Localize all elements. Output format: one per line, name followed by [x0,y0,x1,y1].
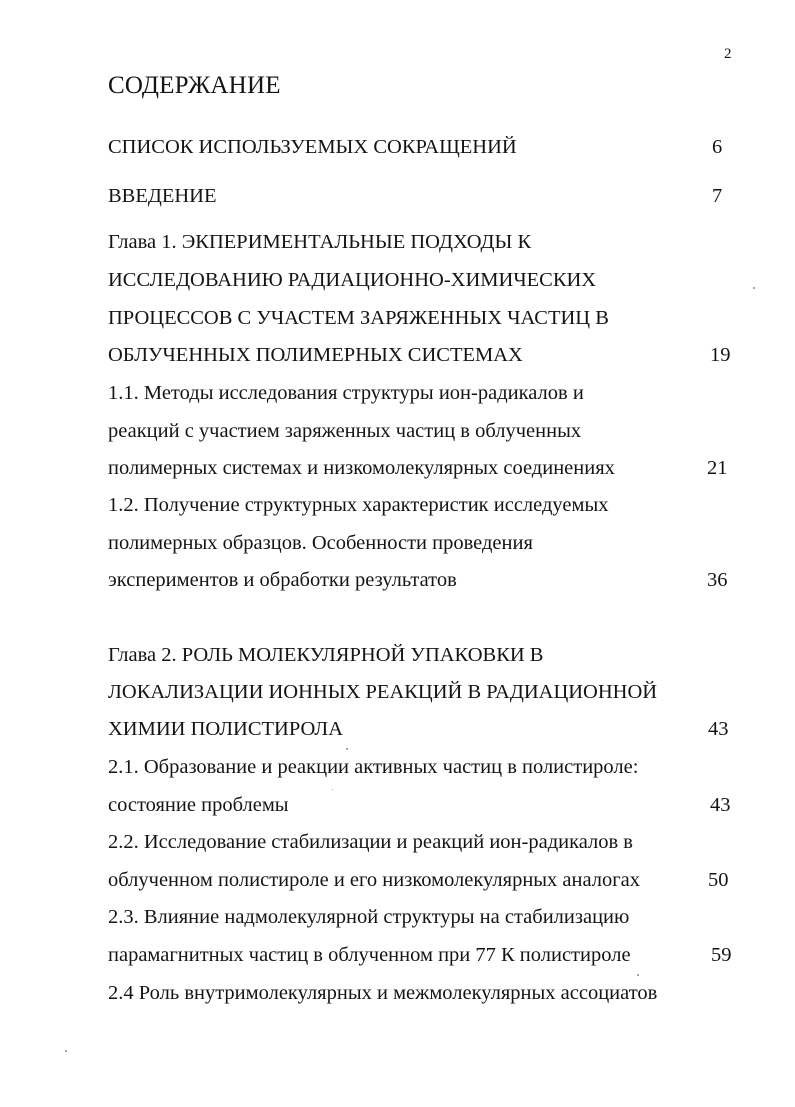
toc-s1-2-line: экспериментов и обработки результатов [108,569,457,591]
toc-ch2-line: ХИМИИ ПОЛИСТИРОЛА [108,718,344,740]
toc-ch2-line: ЛОКАЛИЗАЦИИ ИОННЫХ РЕАКЦИЙ В РАДИАЦИОННОЙ [108,681,658,703]
toc-s2-3-line: парамагнитных частиц в облученном при 77 К полистироле [108,944,631,966]
scan-speck [332,789,333,790]
toc-s2-1-line: 2.1. Образование и реакции активных частиц в полистироле: [108,756,639,778]
page-number: 2 [724,46,732,62]
scan-speck [65,1050,67,1052]
toc-abbrev-line: СПИСОК ИСПОЛЬЗУЕМЫХ СОКРАЩЕНИЙ [108,136,517,158]
toc-s1-1-line: полимерных системах и низкомолекулярных соединениях [108,457,615,479]
toc-s2-2-line: 2.2. Исследование стабилизации и реакций ион-радикалов в [108,831,633,853]
toc-ch1-line: ИССЛЕДОВАНИЮ РАДИАЦИОННО-ХИМИЧЕСКИХ [108,269,597,291]
toc-s1-1-page: 21 [707,457,728,479]
toc-s2-1-line: состояние проблемы [108,794,289,816]
toc-s2-4-line: 2.4 Роль внутримолекулярных и межмолекулярных ассоциатов [108,982,658,1004]
toc-s1-1-line: реакций с участием заряженных частиц в облученных [108,420,582,442]
toc-s1-2-line: 1.2. Получение структурных характеристик исследуемых [108,494,609,516]
toc-s2-2-line: облученном полистироле и его низкомолекулярных аналогах [108,869,641,891]
toc-s2-1-page: 43 [710,794,731,816]
toc-s2-2-page: 50 [708,869,729,891]
toc-intro-line: ВВЕДЕНИЕ [108,185,217,207]
toc-ch2-line: Глава 2. РОЛЬ МОЛЕКУЛЯРНОЙ УПАКОВКИ В [108,644,544,666]
toc-s1-2-line: полимерных образцов. Особенности проведения [108,532,533,554]
toc-ch1-line: ОБЛУЧЕННЫХ ПОЛИМЕРНЫХ СИСТЕМАХ [108,344,523,366]
toc-s2-3-page: 59 [711,944,732,966]
toc-ch1-line: Глава 1. ЭКПЕРИМЕНТАЛЬНЫЕ ПОДХОДЫ К [108,231,532,253]
toc-s1-2-page: 36 [707,569,728,591]
toc-ch1-page: 19 [710,344,731,366]
toc-abbrev-page: 6 [712,136,723,158]
toc-s2-3-line: 2.3. Влияние надмолекулярной структуры на стабилизацию [108,906,630,928]
toc-s1-1-line: 1.1. Методы исследования структуры ион-радикалов и [108,382,584,404]
scan-speck [637,974,639,976]
scan-speck [753,287,755,289]
toc-intro-page: 7 [712,185,723,207]
scan-speck [346,748,348,750]
toc-ch2-page: 43 [708,718,729,740]
toc-ch1-line: ПРОЦЕССОВ С УЧАСТЕМ ЗАРЯЖЕННЫХ ЧАСТИЦ В [108,307,609,329]
page-title: СОДЕРЖАНИЕ [108,72,281,99]
